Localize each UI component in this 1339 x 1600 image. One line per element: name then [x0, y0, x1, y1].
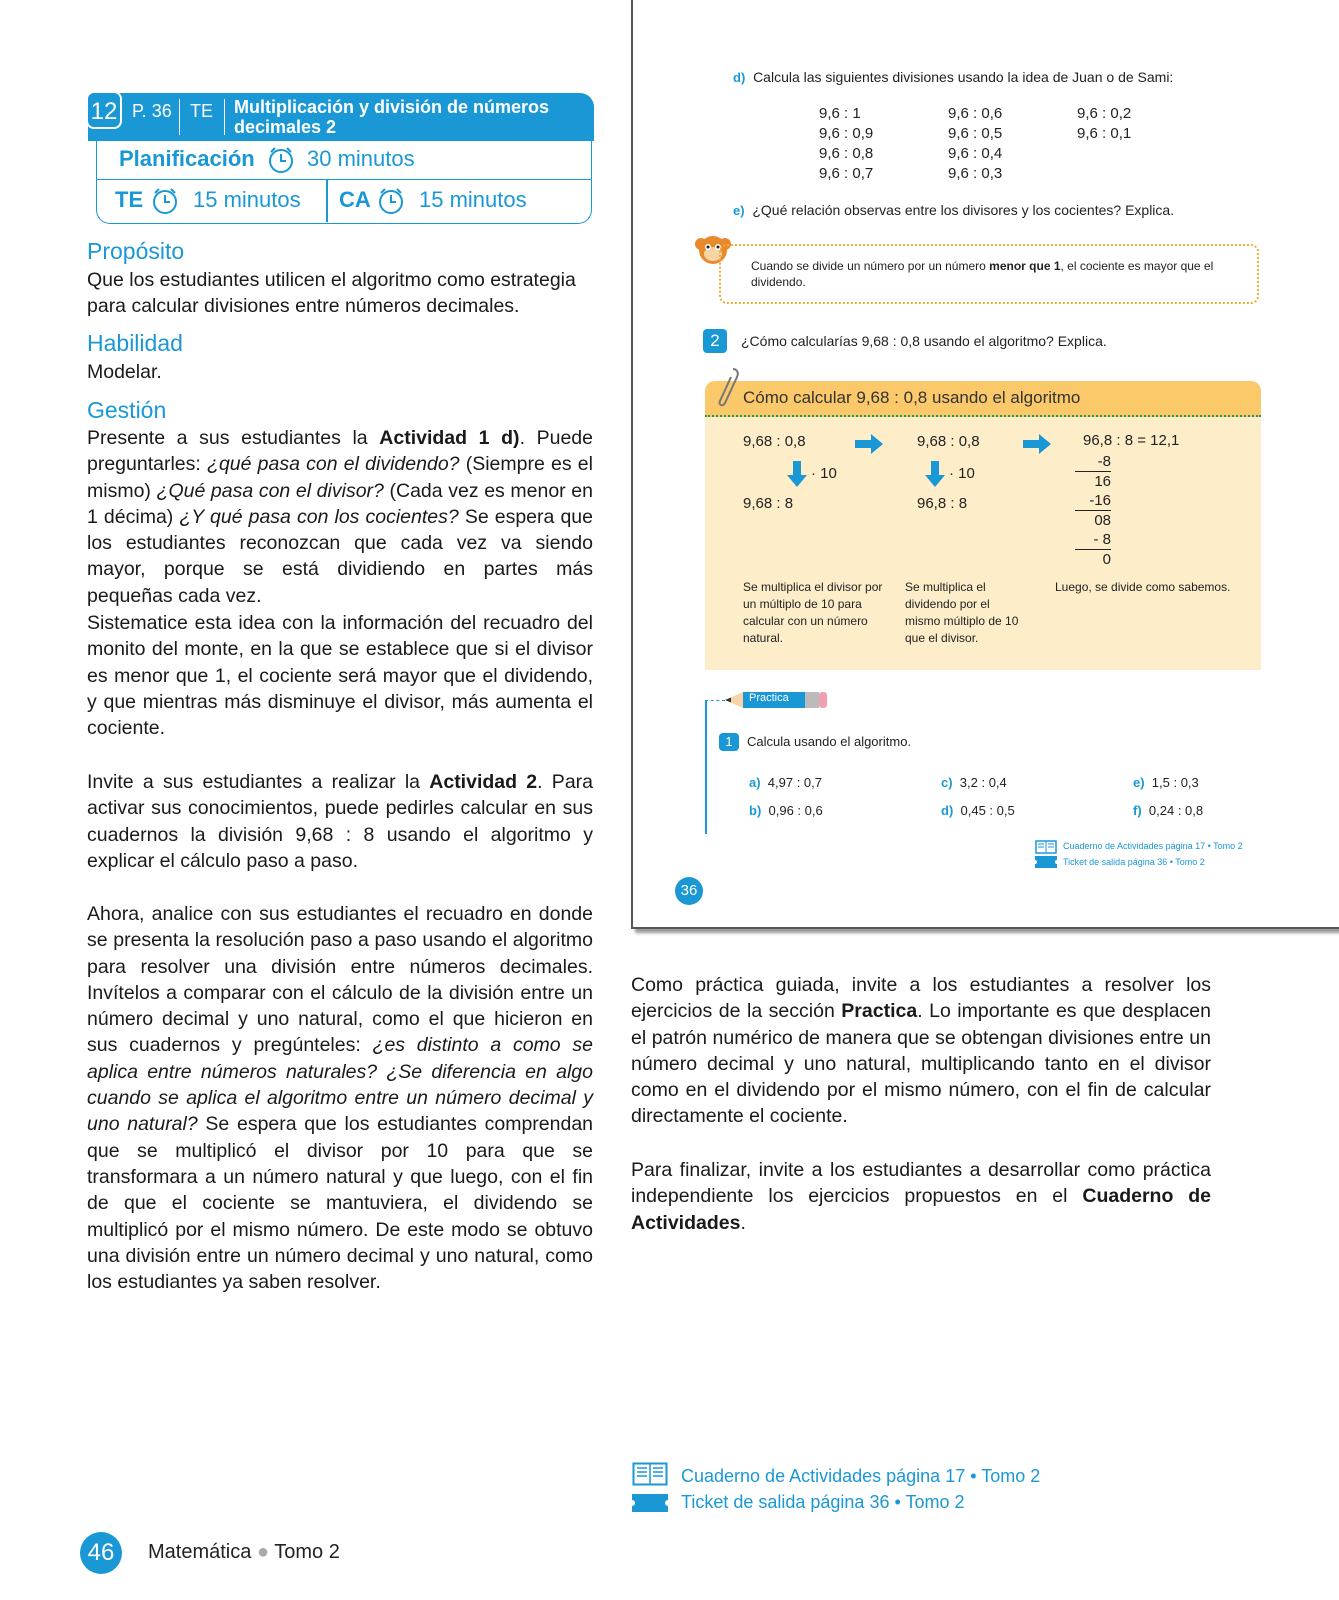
embed-page-number: 36 — [675, 877, 703, 905]
ticket-icon — [1035, 856, 1057, 868]
student-book-page — [631, 0, 1339, 929]
activity-d: d) Calcula las siguientes divisiones usando la idea de Juan o de Sami: — [733, 69, 1174, 85]
ticket-icon — [632, 1494, 668, 1512]
question-2-number: 2 — [703, 329, 727, 353]
footer-subject-line — [148, 1541, 340, 1564]
tip-box — [719, 244, 1259, 304]
planning-header — [88, 93, 594, 224]
footer-subject: Matemática — [148, 1541, 252, 1563]
exercise-a: a) 4,97 : 0,7 — [749, 775, 823, 790]
page-ref: P. 36 — [132, 101, 172, 121]
division-column-1: 9,6 : 1 9,6 : 0,9 9,6 : 0,8 9,6 : 0,7 — [819, 105, 874, 182]
step2-multiplier: · 10 — [949, 465, 975, 482]
planificacion-label: Planificación — [119, 146, 255, 171]
ticket-link[interactable]: Ticket de salida página 36 • Tomo 2 — [1063, 857, 1205, 867]
step1-multiplier: · 10 — [811, 465, 837, 482]
arrow-down-icon — [923, 461, 947, 489]
step1-top: 9,68 : 0,8 — [743, 433, 806, 450]
gestion-paragraph-1: Presente a sus estudiantes la Actividad 1 d). Puede preguntarles: ¿qué pasa con el dividendo? (Siempre es el mismo) ¿Qué pasa con el divisor? (Cada vez es menor en 1 décima) ¿Y qué pasa con los cocientes? Se espera que los estudiantes reconozcan que cada vez va siendo mayor, porque se está dividiendo en partes más pequeñas cada vez. — [87, 427, 593, 607]
te-label: TE — [115, 187, 144, 212]
question-2-text: ¿Cómo calcularías 9,68 : 0,8 usando el algoritmo? Explica. — [741, 333, 1107, 349]
exercise-c: c) 3,2 : 0,4 — [941, 775, 1007, 790]
division-column-3: 9,6 : 0,2 9,6 : 0,1 — [1077, 105, 1132, 142]
footer-volume: Tomo 2 — [274, 1541, 340, 1563]
tip-text: Cuando se divide un número por un número menor que 1, el cociente es mayor que el dividendo. — [751, 259, 1214, 289]
planning-title-bar — [88, 93, 594, 141]
book-icon — [632, 1462, 668, 1486]
habilidad-text: Modelar. — [87, 361, 162, 383]
proposito-text: Que los estudiantes utilicen el algoritmo como estrategia para calcular divisiones entre números decimales. — [87, 269, 576, 318]
caption-step-2: Se multiplica el dividendo por el mismo múltiplo de 10 que el divisor. — [905, 580, 1019, 645]
step2-top: 9,68 : 0,8 — [917, 433, 980, 450]
step1-bottom: 9,68 : 8 — [743, 495, 794, 512]
lesson-title — [234, 97, 584, 137]
clock-icon — [151, 187, 179, 215]
gestion-paragraph-2: Sistematice esta idea con la información del recuadro del monito del monte, en la que se establece que si el divisor es menor que 1, el cociente será mayor que el dividendo, y que mientras más disminuye el divisor, más aumenta el cociente. — [87, 612, 593, 740]
clock-icon — [377, 187, 405, 215]
exercise-d: d) 0,45 : 0,5 — [941, 803, 1015, 818]
habilidad-heading: Habilidad — [87, 330, 183, 356]
lesson-title-line2: decimales 2 — [234, 117, 337, 137]
exercise-b: b) 0,96 : 0,6 — [749, 803, 823, 818]
algorithm-box-title: Cómo calcular 9,68 : 0,8 usando el algoritmo — [743, 388, 1081, 407]
step3-long-division: -8 16 -16 08 - 8 0 — [1075, 452, 1111, 569]
page-number: 46 — [80, 1532, 122, 1574]
algorithm-box-title-bar — [705, 381, 1261, 417]
footer-ticket-link[interactable]: Ticket de salida página 36 • Tomo 2 — [681, 1492, 965, 1512]
proposito-heading: Propósito — [87, 238, 185, 264]
footer-book-link[interactable]: Cuaderno de Actividades página 17 • Tomo 2 — [681, 1466, 1041, 1486]
ca-label: CA — [339, 187, 371, 212]
arrow-right-icon — [1023, 433, 1053, 455]
practica-guide-line — [705, 700, 707, 834]
practice-1-number: 1 — [719, 733, 739, 751]
step2-bottom: 96,8 : 8 — [917, 495, 968, 512]
caption-step-3: Luego, se divide como sabemos. — [1055, 580, 1231, 594]
exercise-e: e) 1,5 : 0,3 — [1133, 775, 1199, 790]
planificacion-time: 30 minutos — [307, 146, 415, 171]
exercise-f: f) 0,24 : 0,8 — [1133, 803, 1204, 818]
arrow-down-icon — [785, 461, 809, 489]
right-paragraph-2: Para finalizar, invite a los estudiantes a desarrollar como práctica independiente los ejercicios propuestos en el Cuaderno de Actividades. — [631, 1159, 1211, 1234]
clock-icon — [267, 146, 295, 174]
te-time: 15 minutos — [193, 187, 301, 212]
planning-times — [96, 141, 592, 224]
practice-1-text: Calcula usando el algoritmo. — [747, 734, 912, 749]
caption-step-1: Se multiplica el divisor por un múltiplo de 10 para calcular con un número natural. — [743, 580, 883, 645]
gestion-heading: Gestión — [87, 397, 167, 423]
step3-top: 96,8 : 8 = 12,1 — [1083, 432, 1180, 449]
arrow-right-icon — [855, 433, 885, 455]
lesson-title-line1: Multiplicación y división de números — [234, 97, 550, 117]
paperclip-icon — [717, 365, 741, 409]
te-tag: TE — [190, 101, 214, 121]
activity-e: e) ¿Qué relación observas entre los divisores y los cocientes? Explica. — [733, 202, 1175, 218]
gestion-paragraph-4: Ahora, analice con sus estudiantes el recuadro en donde se presenta la resolución paso a paso usando el algoritmo para resolver una división entre números decimales. Invítelos a comparar con el cálculo de la división entre un número decimal y uno natural, como el que hicieron en sus cuadernos y pregúnteles: ¿es distinto a como se aplica entre números naturales? ¿Se diferencia en algo cuando se aplica el algoritmo entre un número decimal y uno natural? Se espera que los estudiantes comprendan que se multiplicó el divisor por 10 para que se transformara a un número natural y que luego, con el fin de que el cociente se mantuviera, el dividendo se multiplicó por el mismo número. De este modo se obtuvo una división entre un número decimal y uno natural, como los estudiantes ya saben resolver. — [87, 903, 594, 1294]
practica-label: Practica — [749, 692, 789, 704]
ca-time: 15 minutos — [419, 187, 527, 212]
bullet-dot: ● — [256, 1541, 270, 1563]
gestion-paragraph-3: Invite a sus estudiantes a realizar la Actividad 2. Para activar sus conocimientos, puede pedirles calcular en sus cuadernos la división 9,68 : 8 usando el algoritmo y explicar el cálculo paso a paso. — [87, 771, 593, 872]
book-link[interactable]: Cuaderno de Actividades página 17 • Tomo 2 — [1063, 841, 1243, 851]
right-paragraph-1: Como práctica guiada, invite a los estudiantes a resolver los ejercicios de la sección Practica. Lo importante es que desplacen el patrón numérico de manera que se obtengan divisiones entre un número decimal y uno natural, multiplicando tanto en el divisor como en el dividendo por el mismo número, con el fin de calcular directamente el cociente. — [631, 974, 1211, 1128]
algorithm-box — [705, 381, 1261, 670]
book-icon — [1035, 840, 1057, 854]
division-column-2: 9,6 : 0,6 9,6 : 0,5 9,6 : 0,4 9,6 : 0,3 — [948, 105, 1003, 182]
lesson-number: 12 — [86, 91, 122, 129]
